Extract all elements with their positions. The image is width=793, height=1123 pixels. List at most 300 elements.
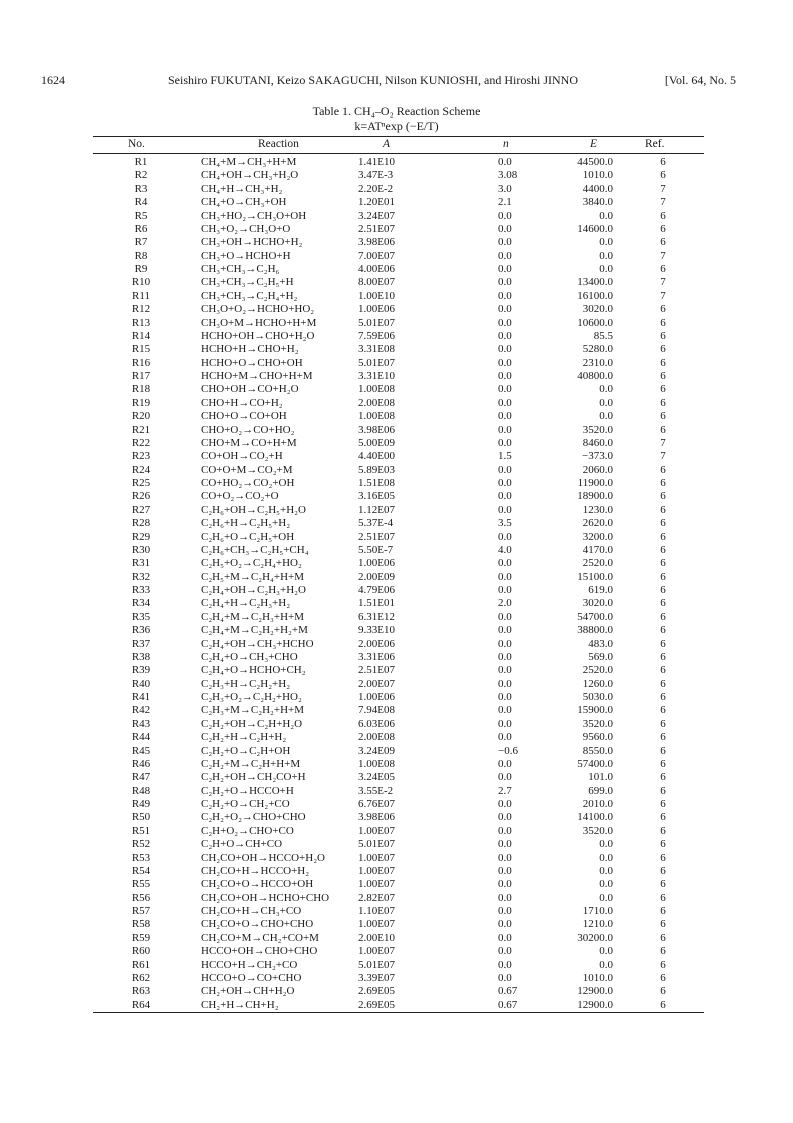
reaction-equation: CH₂CO+M→CH₂+CO+M [201, 931, 319, 944]
pre-exponential-a: 1.00E07 [358, 864, 395, 877]
activation-e: 0.0 [599, 263, 613, 275]
pre-exponential-a: 1.12E07 [358, 503, 395, 516]
table-row [93, 357, 704, 370]
reference: 6 [660, 396, 666, 409]
reaction-equation: CH₃O+O₂→HCHO+HO₂ [201, 303, 315, 316]
temperature-exponent-n: 0.0 [498, 945, 512, 958]
temperature-exponent-n: 0.0 [498, 383, 512, 396]
reaction-equation: C₂H₂+OH→CH₂CO+H [201, 771, 306, 784]
table-row [93, 678, 704, 691]
table-row [93, 450, 704, 463]
pre-exponential-a: 3.98E06 [358, 811, 395, 824]
table-row [93, 785, 704, 798]
table-row [93, 250, 704, 263]
reference: 6 [660, 222, 666, 235]
reaction-no: R7 [134, 236, 148, 249]
reference: 6 [660, 811, 666, 824]
reference: 7 [660, 182, 666, 195]
reaction-equation: C₂H+O₂→CHO+CO [201, 824, 294, 837]
table-row [93, 544, 704, 557]
reaction-no: R56 [131, 891, 151, 904]
temperature-exponent-n: 0.0 [498, 691, 512, 703]
table-row [93, 196, 704, 209]
activation-e: 2620.0 [582, 517, 613, 530]
pre-exponential-a: 2.51E07 [358, 664, 395, 677]
pre-exponential-a: 4.40E00 [358, 450, 395, 463]
table-row [93, 852, 704, 865]
reaction-equation: C₂H₃+O₂→C₂H₂+HO₂ [201, 691, 302, 703]
reaction-no: R47 [131, 771, 151, 784]
reaction-equation: C₂H₄+M→C₂H₃+H+M [201, 610, 305, 623]
journal-volume: [Vol. 64, No. 5 [664, 73, 736, 87]
pre-exponential-a: 7.59E06 [358, 329, 395, 342]
reaction-no: R5 [134, 209, 148, 222]
temperature-exponent-n: 2.7 [498, 784, 512, 797]
reaction-no: R63 [131, 985, 151, 998]
reaction-equation: C₂H₆+H→C₂H₅+H₂ [201, 517, 291, 530]
reaction-equation: HCHO+O→CHO+OH [201, 356, 303, 369]
activation-e: 3520.0 [582, 423, 613, 436]
pre-exponential-a: 6.76E07 [358, 798, 395, 810]
pre-exponential-a: 5.00E09 [358, 436, 395, 449]
table-row [93, 825, 704, 838]
table-row [93, 343, 704, 356]
temperature-exponent-n: 0.0 [498, 824, 512, 837]
reference: 6 [660, 704, 666, 717]
table-row [93, 704, 704, 717]
reaction-equation: C₂H₂+O→C₂H+OH [201, 744, 291, 757]
temperature-exponent-n: 0.0 [498, 410, 512, 423]
col-header-no: No. [128, 138, 145, 150]
reaction-no: R35 [131, 610, 151, 623]
temperature-exponent-n: 0.0 [498, 624, 512, 637]
pre-exponential-a: 3.31E10 [358, 370, 395, 382]
reference: 6 [660, 784, 666, 797]
page-number: 1624 [41, 73, 65, 87]
reference: 6 [660, 477, 666, 489]
reaction-equation: CHO+H→CO+H₂ [201, 396, 283, 409]
reaction-no: R50 [131, 811, 151, 824]
table-row [93, 892, 704, 905]
pre-exponential-a: 2.00E09 [358, 570, 395, 583]
pre-exponential-a: 1.10E07 [358, 905, 395, 917]
temperature-exponent-n: 0.0 [498, 610, 512, 623]
reference: 6 [660, 343, 666, 356]
temperature-exponent-n: 0.0 [498, 530, 512, 543]
pre-exponential-a: 1.00E07 [358, 945, 395, 958]
temperature-exponent-n: 0.0 [498, 918, 512, 931]
reaction-no: R46 [131, 757, 151, 770]
pre-exponential-a: 5.01E07 [358, 356, 395, 369]
reference: 6 [660, 410, 666, 423]
reaction-equation: CH₂CO+O→CHO+CHO [201, 918, 314, 931]
activation-e: 3520.0 [582, 824, 613, 837]
table-row [93, 905, 704, 918]
reference: 6 [660, 570, 666, 583]
temperature-exponent-n: 0.0 [498, 971, 512, 984]
table-row [93, 504, 704, 517]
activation-e: 3200.0 [582, 530, 613, 543]
reaction-equation: C₂H₂+O→CH₂+CO [201, 798, 290, 810]
reference: 6 [660, 156, 666, 168]
reference: 7 [660, 276, 666, 289]
reaction-no: R40 [131, 677, 151, 690]
table-row [93, 169, 704, 182]
reaction-no: R6 [134, 222, 148, 235]
temperature-exponent-n: 2.1 [498, 196, 512, 209]
activation-e: 2010.0 [582, 798, 613, 810]
activation-e: 0.0 [599, 383, 613, 396]
reaction-equation: CH₂CO+O→HCCO+OH [201, 878, 314, 891]
activation-e: 0.0 [599, 958, 613, 971]
table-row [93, 370, 704, 383]
reference: 6 [660, 650, 666, 663]
pre-exponential-a: 3.31E08 [358, 343, 395, 356]
table-row [93, 664, 704, 677]
pre-exponential-a: 1.00E07 [358, 918, 395, 931]
reaction-no: R42 [131, 704, 151, 717]
table-header-rule [93, 153, 704, 154]
reaction-equation: C₂H₂+O₂→CHO+CHO [201, 811, 306, 824]
pre-exponential-a: 5.01E07 [358, 958, 395, 971]
reaction-equation: C₂H₆+O→C₂H₅+OH [201, 530, 295, 543]
activation-e: 11900.0 [577, 477, 613, 489]
reaction-no: R33 [131, 584, 151, 596]
reaction-no: R57 [131, 905, 151, 917]
reference: 6 [660, 958, 666, 971]
table-row [93, 999, 704, 1012]
activation-e: 5030.0 [582, 691, 613, 703]
reaction-no: R39 [131, 664, 151, 677]
reaction-no: R38 [131, 650, 151, 663]
table-row [93, 490, 704, 503]
activation-e: 9560.0 [582, 731, 613, 744]
pre-exponential-a: 7.00E07 [358, 249, 395, 262]
reaction-no: R19 [131, 396, 151, 409]
temperature-exponent-n: 0.0 [498, 423, 512, 436]
reaction-equation: C₂H₄+M→C₂H₂+H₂+M [201, 624, 308, 637]
reaction-no: R43 [131, 717, 151, 730]
reaction-equation: HCHO+H→CHO+H₂ [201, 343, 299, 356]
pre-exponential-a: 2.69E05 [358, 998, 395, 1011]
pre-exponential-a: 2.51E07 [358, 530, 395, 543]
temperature-exponent-n: 2.0 [498, 597, 512, 610]
pre-exponential-a: 3.24E09 [358, 744, 395, 757]
reaction-no: R1 [134, 156, 148, 168]
pre-exponential-a: 3.39E07 [358, 971, 395, 984]
reference: 6 [660, 985, 666, 998]
pre-exponential-a: 3.55E-2 [358, 784, 394, 797]
pre-exponential-a: 9.33E10 [358, 624, 395, 637]
activation-e: 2060.0 [582, 463, 613, 476]
activation-e: 4170.0 [582, 543, 613, 556]
reaction-equation: C₂H₄+O→CH₃+CHO [201, 650, 298, 663]
table-row [93, 638, 704, 651]
table-row [93, 838, 704, 851]
rate-formula: k=ATⁿexp (−E/T) [354, 119, 439, 133]
activation-e: 0.0 [599, 249, 613, 262]
temperature-exponent-n: 0.0 [498, 811, 512, 824]
activation-e: 1010.0 [582, 971, 613, 984]
table-row [93, 865, 704, 878]
reference: 6 [660, 918, 666, 931]
activation-e: 1260.0 [582, 677, 613, 690]
activation-e: 8460.0 [582, 436, 613, 449]
reaction-no: R15 [131, 343, 151, 356]
activation-e: 54700.0 [577, 610, 613, 623]
temperature-exponent-n: 0.0 [498, 905, 512, 917]
reaction-equation: CHO+O₂→CO+HO₂ [201, 423, 295, 436]
pre-exponential-a: 2.00E07 [358, 677, 395, 690]
pre-exponential-a: 1.00E08 [358, 383, 395, 396]
reaction-no: R20 [131, 410, 151, 423]
reaction-no: R64 [131, 998, 151, 1011]
reaction-no: R41 [131, 691, 151, 703]
temperature-exponent-n: 0.0 [498, 931, 512, 944]
reference: 6 [660, 851, 666, 864]
reference: 7 [660, 289, 666, 302]
activation-e: 3020.0 [582, 303, 613, 316]
pre-exponential-a: 1.00E06 [358, 303, 395, 316]
reaction-no: R22 [131, 436, 151, 449]
reaction-equation: HCHO+M→CHO+H+M [201, 370, 313, 382]
pre-exponential-a: 2.00E08 [358, 731, 395, 744]
reaction-equation: CH₃+O→HCHO+H [201, 249, 291, 262]
reaction-equation: HCCO+O→CO+CHO [201, 971, 302, 984]
temperature-exponent-n: 0.0 [498, 303, 512, 316]
pre-exponential-a: 1.51E01 [358, 597, 395, 610]
reaction-equation: C₂H₂+M→C₂H+H+M [201, 757, 301, 770]
reference: 6 [660, 945, 666, 958]
reaction-equation: C₂H₂+O→HCCO+H [201, 784, 294, 797]
temperature-exponent-n: 0.0 [498, 236, 512, 249]
temperature-exponent-n: 3.08 [498, 169, 518, 182]
reaction-no: R45 [131, 744, 151, 757]
reaction-no: R27 [131, 503, 151, 516]
reaction-equation: CH₄+O→CH₃+OH [201, 196, 287, 209]
temperature-exponent-n: 0.0 [498, 557, 512, 570]
reference: 6 [660, 490, 666, 503]
table-row [93, 571, 704, 584]
pre-exponential-a: 3.31E06 [358, 650, 395, 663]
reaction-equation: CO+O₂→CO₂+O [201, 490, 279, 503]
reaction-no: R17 [131, 370, 151, 382]
reaction-no: R62 [131, 971, 151, 984]
table-row [93, 424, 704, 437]
temperature-exponent-n: 0.0 [498, 463, 512, 476]
reaction-no: R37 [131, 637, 151, 650]
reaction-equation: CH₃+CH₃→C₂H₆ [201, 263, 280, 275]
activation-e: 14600.0 [577, 222, 613, 235]
pre-exponential-a: 1.00E07 [358, 878, 395, 891]
temperature-exponent-n: 0.0 [498, 396, 512, 409]
table-row [93, 317, 704, 330]
table-row [93, 959, 704, 972]
activation-e: 1210.0 [582, 918, 613, 931]
reference: 6 [660, 236, 666, 249]
activation-e: −373.0 [582, 450, 613, 463]
col-header-a: A [383, 138, 391, 150]
activation-e: 0.0 [599, 236, 613, 249]
table-row [93, 624, 704, 637]
col-header-n: n [503, 138, 509, 150]
reaction-no: R26 [131, 490, 151, 503]
reference: 6 [660, 971, 666, 984]
temperature-exponent-n: 0.0 [498, 222, 512, 235]
reaction-no: R16 [131, 356, 151, 369]
activation-e: 101.0 [588, 771, 613, 784]
reference: 6 [660, 624, 666, 637]
pre-exponential-a: 4.00E06 [358, 263, 395, 275]
reference: 6 [660, 584, 666, 596]
table-row [93, 758, 704, 771]
temperature-exponent-n: 0.0 [498, 864, 512, 877]
activation-e: 38800.0 [577, 624, 613, 637]
reaction-equation: HCHO+OH→CHO+H₂O [201, 329, 315, 342]
reaction-no: R60 [131, 945, 151, 958]
table-row [93, 557, 704, 570]
pre-exponential-a: 2.00E06 [358, 637, 395, 650]
reaction-equation: CO+OH→CO₂+H [201, 450, 283, 463]
activation-e: 3840.0 [582, 196, 613, 209]
temperature-exponent-n: 0.0 [498, 757, 512, 770]
pre-exponential-a: 5.89E03 [358, 463, 395, 476]
reaction-equation: C₂H₂+H→C₂H+H₂ [201, 731, 287, 744]
reaction-equation: CH₂CO+H→HCCO+H₂ [201, 864, 310, 877]
activation-e: 0.0 [599, 209, 613, 222]
reaction-no: R12 [131, 303, 151, 316]
table-row [93, 477, 704, 490]
reference: 6 [660, 543, 666, 556]
activation-e: 4400.0 [582, 182, 613, 195]
reaction-no: R44 [131, 731, 151, 744]
reaction-no: R25 [131, 477, 151, 489]
activation-e: 3020.0 [582, 597, 613, 610]
temperature-exponent-n: 0.0 [498, 650, 512, 663]
table-row [93, 932, 704, 945]
reaction-equation: CH₃O+M→HCHO+H+M [201, 316, 317, 329]
temperature-exponent-n: 1.5 [498, 450, 512, 463]
pre-exponential-a: 2.51E07 [358, 222, 395, 235]
reaction-equation: CHO+O→CO+OH [201, 410, 287, 423]
pre-exponential-a: 1.20E01 [358, 196, 395, 209]
reaction-no: R4 [134, 196, 148, 209]
pre-exponential-a: 6.31E12 [358, 610, 395, 623]
reference: 6 [660, 838, 666, 851]
reference: 7 [660, 249, 666, 262]
temperature-exponent-n: 0.0 [498, 838, 512, 851]
temperature-exponent-n: 0.0 [498, 289, 512, 302]
running-authors: Seishiro FUKUTANI, Keizo SAKAGUCHI, Nilson KUNIOSHI, and Hiroshi JINNO [168, 73, 579, 87]
reaction-no: R34 [131, 597, 151, 610]
temperature-exponent-n: 0.0 [498, 570, 512, 583]
table-row [93, 210, 704, 223]
reference: 6 [660, 610, 666, 623]
table-row [93, 597, 704, 610]
temperature-exponent-n: 4.0 [498, 543, 512, 556]
reaction-equation: HCCO+H→CH₂+CO [201, 958, 298, 971]
reference: 6 [660, 998, 666, 1011]
activation-e: 13400.0 [577, 276, 613, 289]
pre-exponential-a: 3.16E05 [358, 490, 395, 503]
activation-e: 0.0 [599, 396, 613, 409]
reaction-equation: CH₄+M→CH₃+H+M [201, 156, 297, 168]
reference: 6 [660, 717, 666, 730]
temperature-exponent-n: 0.0 [498, 477, 512, 489]
activation-e: 12900.0 [577, 985, 613, 998]
pre-exponential-a: 1.00E10 [358, 289, 395, 302]
table-row [93, 918, 704, 931]
pre-exponential-a: 3.98E06 [358, 236, 395, 249]
reference: 6 [660, 557, 666, 570]
reaction-no: R31 [131, 557, 151, 570]
table-caption [0, 104, 793, 134]
reaction-no: R52 [131, 838, 151, 851]
reaction-no: R36 [131, 624, 151, 637]
reference: 6 [660, 664, 666, 677]
temperature-exponent-n: 0.0 [498, 677, 512, 690]
reference: 6 [660, 864, 666, 877]
reaction-equation: C₂H₅+M→C₂H₄+H+M [201, 570, 305, 583]
reaction-equation: CH₂CO+OH→HCCO+H₂O [201, 851, 325, 864]
pre-exponential-a: 1.00E06 [358, 557, 395, 570]
reaction-equation: CHO+M→CO+H+M [201, 436, 297, 449]
reaction-no: R3 [134, 182, 148, 195]
pre-exponential-a: 4.79E06 [358, 584, 395, 596]
reaction-no: R58 [131, 918, 151, 931]
reaction-equation: C₂H₄+OH→CH₃+HCHO [201, 637, 314, 650]
reaction-equation: C₂H₂+OH→C₂H+H₂O [201, 717, 303, 730]
reaction-equation: CO+O+M→CO₂+M [201, 463, 293, 476]
reference: 6 [660, 824, 666, 837]
reaction-equation: CH₃+CH₃→C₂H₅+H [201, 276, 294, 289]
reference: 6 [660, 731, 666, 744]
reference: 6 [660, 677, 666, 690]
reference: 6 [660, 530, 666, 543]
reaction-no: R61 [131, 958, 151, 971]
reference: 6 [660, 744, 666, 757]
table-row [93, 517, 704, 530]
activation-e: 40800.0 [577, 370, 613, 382]
activation-e: 1230.0 [582, 503, 613, 516]
pre-exponential-a: 5.50E-7 [358, 543, 394, 556]
reaction-no: R18 [131, 383, 151, 396]
activation-e: 2310.0 [582, 356, 613, 369]
reaction-no: R8 [134, 249, 148, 262]
activation-e: 1710.0 [582, 905, 613, 917]
activation-e: 0.0 [599, 878, 613, 891]
activation-e: 44500.0 [577, 156, 613, 168]
reaction-equation: C₂H₄+O→HCHO+CH₂ [201, 664, 306, 677]
reaction-no: R2 [134, 169, 148, 182]
table-row [93, 330, 704, 343]
temperature-exponent-n: 0.0 [498, 356, 512, 369]
activation-e: 1010.0 [582, 169, 613, 182]
reaction-equation: CH₂CO+H→CH₃+CO [201, 905, 302, 917]
reference: 6 [660, 597, 666, 610]
reference: 6 [660, 356, 666, 369]
table-bottom-rule [93, 1012, 704, 1013]
pre-exponential-a: 2.69E05 [358, 985, 395, 998]
reference: 6 [660, 169, 666, 182]
temperature-exponent-n: 0.0 [498, 891, 512, 904]
reaction-equation: CH₄+OH→CH₃+H₂O [201, 169, 299, 182]
reference: 6 [660, 303, 666, 316]
activation-e: 569.0 [588, 650, 613, 663]
reaction-equation: CHO+OH→CO+H₂O [201, 383, 299, 396]
temperature-exponent-n: 0.0 [498, 851, 512, 864]
reference: 6 [660, 691, 666, 703]
